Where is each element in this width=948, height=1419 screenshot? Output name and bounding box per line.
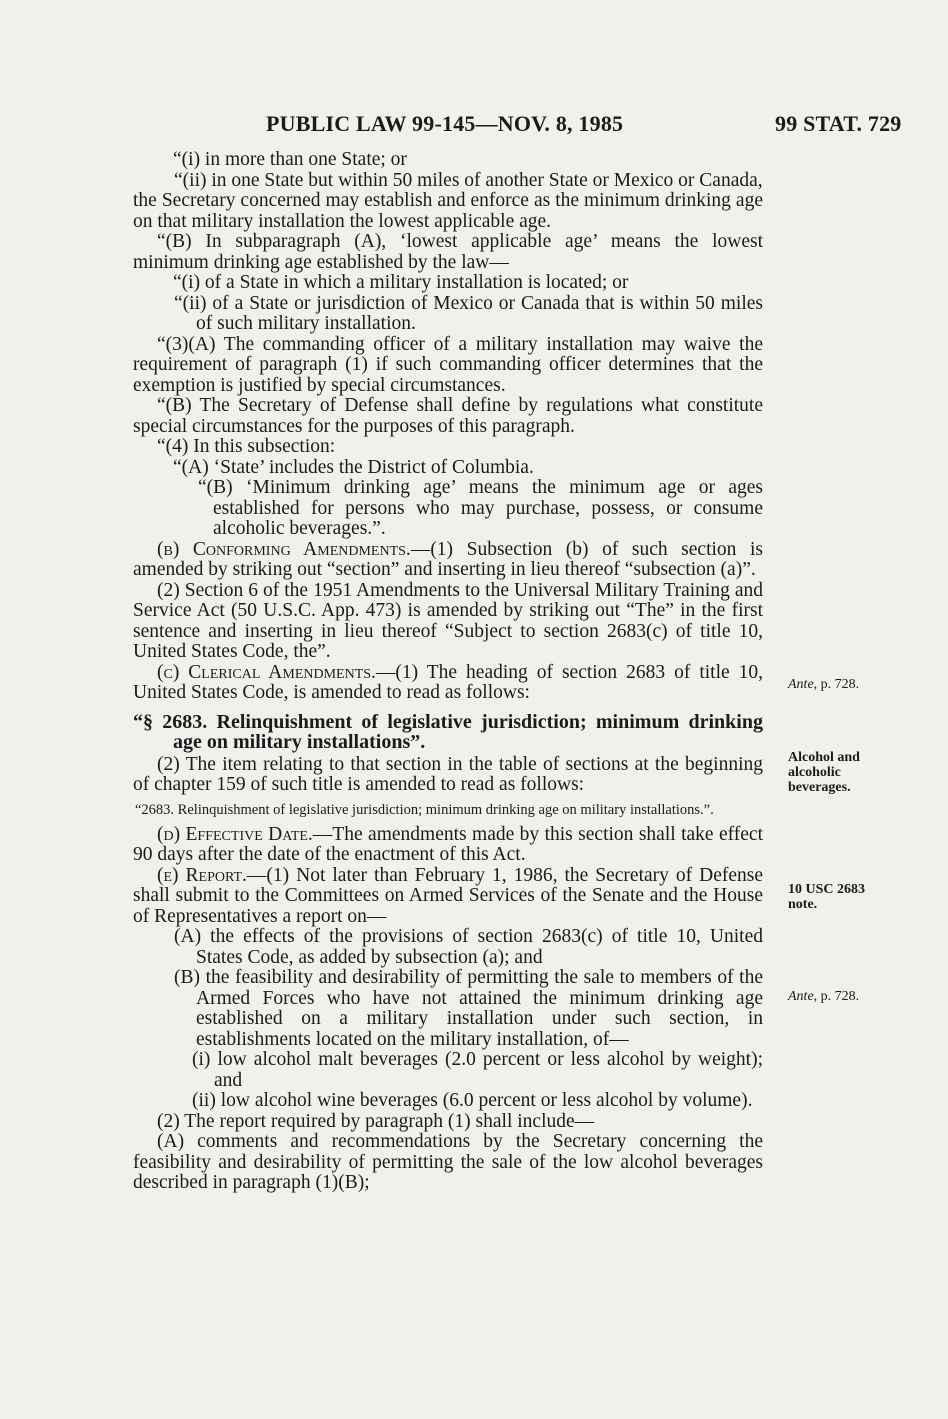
- report-item-b-feasibility: (B) the feasibility and desirability of permitting the sale to members of the Armed Forces who have not attained the minimum drinking age established on a military installation under such section, in establishments located on the military installation, of—: [174, 967, 763, 1050]
- margin-note-alcohol: [788, 750, 860, 795]
- margin-note-ante-728-first: [788, 677, 859, 692]
- subsection-b-conforming-amendments: [133, 540, 763, 581]
- beverage-item-ii-wine: (ii) low alcohol wine beverages (6.0 percent or less alcohol by volume).: [192, 1090, 753, 1111]
- clause-ii-within-50-miles: “(ii) in one State but within 50 miles of another State or Mexico or Canada,: [174, 169, 763, 191]
- paragraph-2-report-contents: (2) The report required by paragraph (1) shall include—: [157, 1110, 595, 1132]
- paragraph-b-lowest-applicable-age: “(B) In subparagraph (A), ‘lowest applicable age’ means the lowest minimum drinking age established by the law—: [133, 231, 763, 273]
- page-header-stat: 99 STAT. 729: [775, 111, 902, 136]
- margin-note-10-usc-2683: [788, 882, 865, 912]
- subsection-c-label: (c) Clerical Amendments.: [157, 661, 376, 683]
- subsection-c-text: —(1) The heading of section 2683 of title 10, United States Code, is amended to read as follows:: [133, 661, 763, 703]
- margin-note-usc-line1: 10 USC 2683: [788, 882, 866, 897]
- margin-note-ante-728-second: [788, 989, 859, 1004]
- subsection-b-label: (b) Conforming Amendments.: [157, 538, 411, 560]
- subsection-e-report: [133, 866, 763, 928]
- clause-i-more-than-one-state: “(i) in more than one State; or: [173, 149, 407, 170]
- margin-note-usc-line2: note.: [788, 897, 818, 912]
- clause-ii-mexico-canada: “(ii) of a State or jurisdiction of Mexico or Canada that is within 50 miles of such military installation.: [174, 292, 763, 334]
- subsection-d-label: (d) Effective Date.: [157, 823, 313, 845]
- paragraph-3b-regulations: “(B) The Secretary of Defense shall define by regulations what constitute special circumstances for the purposes of this paragraph.: [133, 395, 763, 437]
- subsection-c-clerical-amendments: [133, 663, 763, 704]
- table-of-sections-entry: “2683. Relinquishment of legislative jurisdiction; minimum drinking age on military installations.”.: [135, 801, 714, 818]
- subsection-d-effective-date: [133, 825, 763, 866]
- paragraph-3a-waiver: “(3)(A) The commanding officer of a military installation may waive the requirement of paragraph (1) if such commanding officer determines that the exemption is justified by special circumstances.: [133, 333, 763, 396]
- paragraph-2-universal-military-training: (2) Section 6 of the 1951 Amendments to the Universal Military Training and Service Act (50 U.S.C. App. 473) is amended by striking out “The” in the first sentence and inserting in lieu thereof “Subject to section 2683(c) of title 10, United States Code, the”.: [133, 579, 763, 662]
- section-2683-heading: “§ 2683. Relinquishment of legislative jurisdiction; minimum drinking age on military installations”.: [133, 710, 763, 753]
- paragraph-secretary-minimum-age: the Secretary concerned may establish and enforce as the minimum drinking age on that military installation the lowest applicable age.: [133, 190, 763, 232]
- report-item-a-comments: (A) comments and recommendations by the Secretary concerning the feasibility and desirability of permitting the sale of the low alcohol beverages described in paragraph (1)(B);: [133, 1131, 763, 1193]
- definition-state: “(A) ‘State’ includes the District of Columbia.: [173, 456, 534, 478]
- margin-note-ante2-italic: Ante,: [788, 989, 818, 1004]
- document-body: [133, 150, 763, 1194]
- margin-note-ante-italic: Ante,: [788, 677, 818, 692]
- subsection-d-text: —The amendments made by this section shall take effect 90 days after the date of the enactment of this Act.: [133, 823, 763, 865]
- subsection-e-label: (e) Report.: [157, 864, 247, 886]
- definition-minimum-drinking-age: “(B) ‘Minimum drinking age’ means the minimum age or ages established for persons who may purchase, possess, or consume alcoholic beverages.”.: [198, 477, 763, 539]
- paragraph-2-table-of-sections: (2) The item relating to that section in the table of sections at the beginning of chapter 159 of such title is amended to read as follows:: [133, 753, 763, 795]
- margin-note-ante-page: p. 728.: [817, 677, 860, 692]
- paragraph-4-definitions: “(4) In this subsection:: [157, 436, 336, 457]
- margin-note-alcohol-line1: Alcohol and: [788, 750, 860, 765]
- report-item-a-effects: (A) the effects of the provisions of section 2683(c) of title 10, United States Code, as added by subsection (a); and: [174, 926, 763, 968]
- margin-note-alcohol-line3: beverages.: [788, 780, 851, 795]
- margin-note-ante2-page: p. 728.: [817, 989, 860, 1004]
- page-header-title: PUBLIC LAW 99-145—NOV. 8, 1985: [266, 111, 624, 136]
- subsection-e-text: —(1) Not later than February 1, 1986, the Secretary of Defense shall submit to the Committees on Armed Services of the Senate and the House of Representatives a report on—: [133, 864, 763, 927]
- margin-note-alcohol-line2: alcoholic: [788, 765, 841, 780]
- clause-i-state-located: “(i) of a State in which a military installation is located; or: [173, 272, 629, 293]
- subsection-b-text: —(1) Subsection (b) of such section is amended by striking out “section” and inserting in lieu thereof “subsection (a)”.: [133, 538, 763, 580]
- beverage-item-i-malt: (i) low alcohol malt beverages (2.0 percent or less alcohol by weight); and: [192, 1049, 763, 1091]
